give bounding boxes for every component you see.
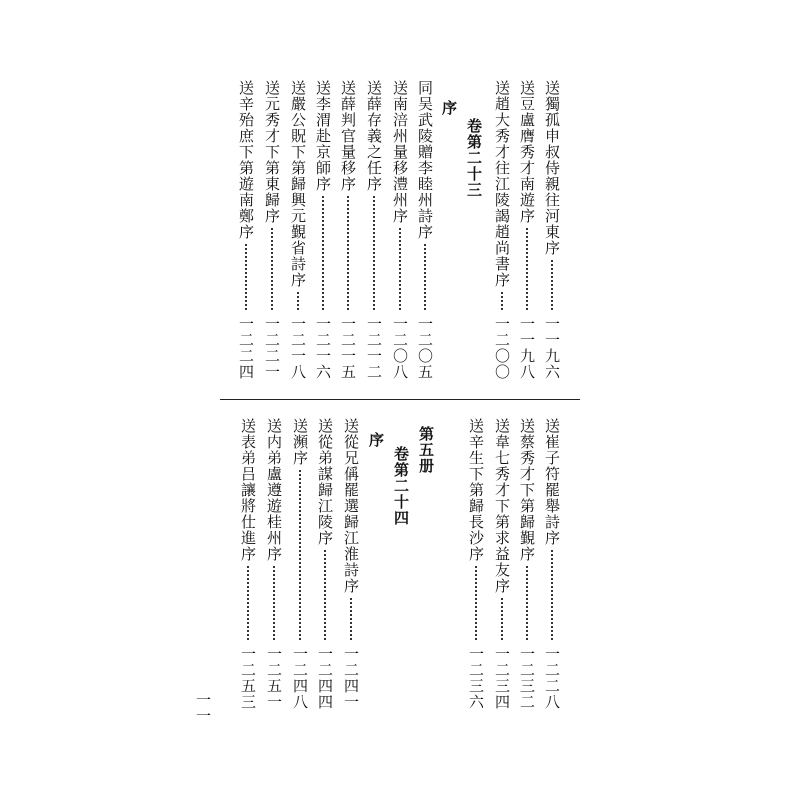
entry-page: 一二二八	[543, 646, 561, 710]
entry-page: 一二〇〇	[493, 316, 511, 380]
toc-entry[interactable]	[515, 418, 539, 710]
toc-entry[interactable]	[540, 80, 564, 380]
entry-page: 一二三二	[518, 646, 536, 710]
section-heading-col	[437, 80, 461, 380]
toc-bottom-panel	[0, 418, 800, 710]
toc-entry[interactable]	[339, 418, 363, 710]
entry-page: 一二四一	[342, 646, 360, 710]
entry-title: 送蔡秀才下第歸覲序	[518, 418, 536, 562]
entry-title: 送李渭赴京師序	[314, 80, 332, 192]
volume-heading-col	[462, 80, 486, 380]
entry-page: 一二二四	[237, 316, 255, 380]
entry-title: 送獨孤申叔侍親往河東序	[543, 80, 561, 256]
toc-entry[interactable]	[286, 80, 310, 380]
entry-page: 一二四八	[291, 646, 309, 710]
entry-page: 一二五三	[239, 646, 257, 710]
section-heading: 序	[367, 432, 385, 448]
entry-title: 送豆盧膺秀才南遊序	[518, 80, 536, 224]
entry-title: 送南涪州量移澧州序	[391, 80, 409, 224]
entry-page: 一二五一	[265, 646, 283, 710]
book-heading: 第五册	[417, 426, 435, 474]
toc-entry[interactable]	[313, 418, 337, 710]
entry-page: 一二二一	[263, 316, 281, 380]
entry-title: 送嚴公貺下第歸興元覲省詩序	[289, 80, 307, 288]
volume-heading: 卷第二十四	[392, 446, 410, 526]
toc-entry[interactable]	[234, 80, 258, 380]
toc-entry[interactable]	[388, 80, 412, 380]
toc-entry[interactable]	[336, 80, 360, 380]
entry-title: 送薛判官量移序	[339, 80, 357, 192]
toc-top-panel	[0, 80, 800, 380]
book-heading-col	[414, 418, 438, 710]
entry-page: 一二一二	[365, 316, 383, 380]
volume-heading: 卷第二十三	[465, 118, 483, 198]
entry-page: 一二〇八	[391, 316, 409, 380]
entry-title: 送内弟盧遵遊桂州序	[265, 418, 283, 562]
toc-entry[interactable]	[464, 418, 488, 710]
entry-title: 送從兄偁罷選歸江淮詩序	[342, 418, 360, 594]
entry-page: 一二三四	[493, 646, 511, 710]
entry-page: 一二一六	[314, 316, 332, 380]
entry-page: 一二一五	[339, 316, 357, 380]
toc-entry[interactable]	[236, 418, 260, 710]
page-folio: 一一	[194, 692, 212, 724]
entry-title: 送從弟謀歸江陵序	[316, 418, 334, 546]
entry-title: 送元秀才下第東歸序	[263, 80, 281, 224]
volume-heading-col	[389, 418, 413, 710]
toc-entry[interactable]	[260, 80, 284, 380]
toc-entry[interactable]	[311, 80, 335, 380]
toc-entry[interactable]	[540, 418, 564, 710]
entry-title: 送辛生下第歸長沙序	[467, 418, 485, 562]
entry-title: 送表弟吕讓將仕進序	[239, 418, 257, 562]
entry-page: 一二三六	[467, 646, 485, 710]
entry-title: 同吴武陵贈李睦州詩序	[416, 80, 434, 240]
entry-title: 送崔子符罷舉詩序	[543, 418, 561, 546]
toc-entry[interactable]	[490, 418, 514, 710]
entry-title: 送瀕序	[291, 418, 309, 466]
entry-title: 送韋七秀才下第求益友序	[493, 418, 511, 594]
toc-entry[interactable]	[490, 80, 514, 380]
section-heading-col	[364, 418, 388, 710]
toc-entry[interactable]	[362, 80, 386, 380]
toc-entry[interactable]	[515, 80, 539, 380]
entry-page: 一二一八	[289, 316, 307, 380]
entry-title: 送趙大秀才往江陵謁趙尚書序	[493, 80, 511, 288]
toc-entry[interactable]	[262, 418, 286, 710]
entry-page: 一一九六	[543, 316, 561, 380]
entry-page: 一一九八	[518, 316, 536, 380]
entry-title: 送辛殆庶下第遊南鄭序	[237, 80, 255, 240]
toc-entry[interactable]	[288, 418, 312, 710]
entry-title: 送薛存義之任序	[365, 80, 383, 192]
section-divider	[220, 399, 580, 400]
toc-entry[interactable]	[413, 80, 437, 380]
entry-page: 一二〇五	[416, 316, 434, 380]
entry-page: 一二四四	[316, 646, 334, 710]
section-heading: 序	[440, 100, 458, 116]
